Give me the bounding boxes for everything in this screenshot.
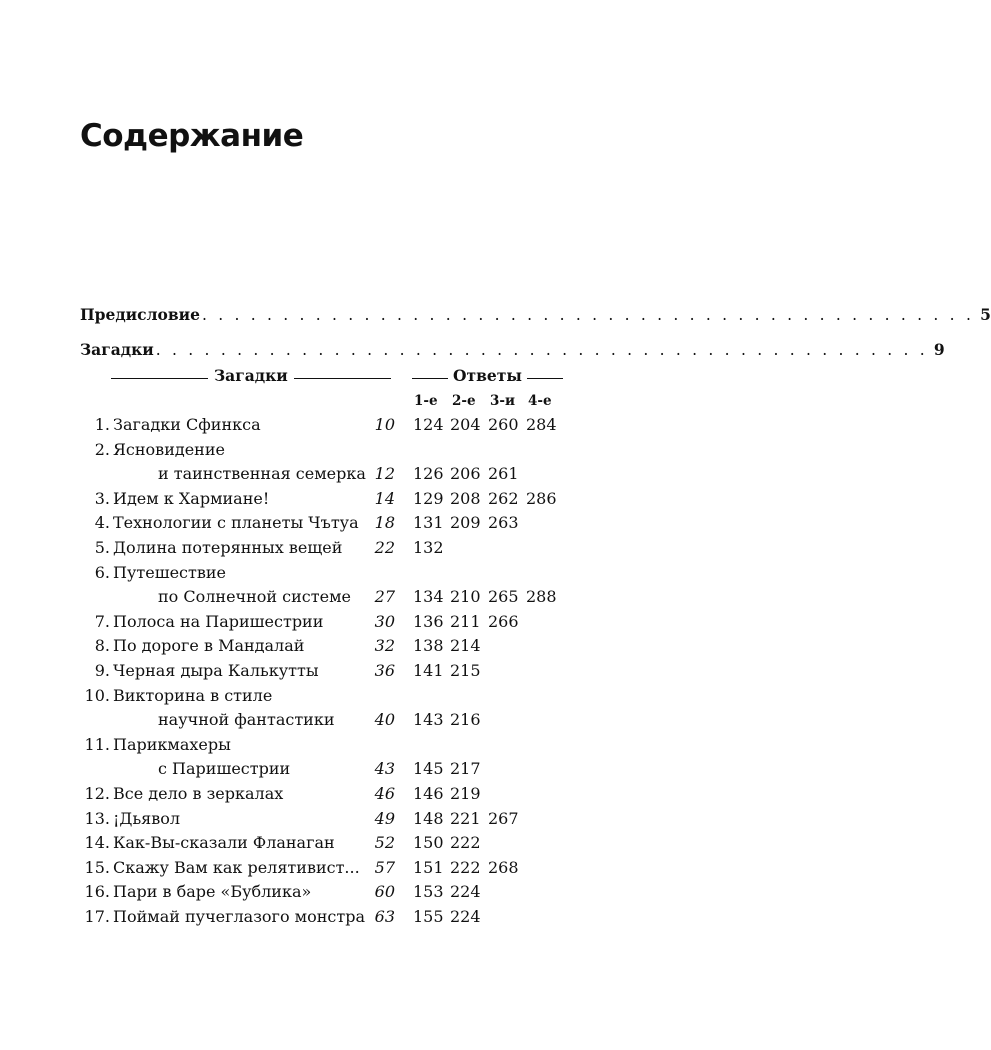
- puzzle-page: 18: [374, 513, 395, 533]
- puzzle-title: Как-Вы-сказали Фланаган: [113, 833, 335, 853]
- answer-page-1: 151: [413, 857, 444, 877]
- answer-page-1: 136: [413, 611, 444, 631]
- answer-page-2: 222: [450, 833, 481, 853]
- answer-col-3: 3-и: [490, 393, 516, 409]
- table-row[interactable]: [0, 661, 700, 685]
- puzzles-column-header: [111, 366, 391, 385]
- table-row[interactable]: [0, 563, 700, 612]
- entry-page: 5: [980, 305, 991, 324]
- answer-page-3: 267: [488, 808, 519, 828]
- answer-page-2: 206: [450, 464, 481, 484]
- answer-page-1: 141: [413, 661, 444, 680]
- table-row[interactable]: [0, 513, 700, 537]
- puzzle-number: 1.: [94, 415, 110, 434]
- answer-page-1: 129: [413, 488, 444, 508]
- entry-label: Предисловие: [80, 305, 200, 324]
- puzzle-page: 40: [374, 710, 395, 730]
- answers-column-header: [412, 366, 563, 385]
- puzzle-title: Парикмахеры: [113, 734, 231, 754]
- table-row[interactable]: [0, 489, 700, 513]
- table-row[interactable]: [0, 833, 700, 857]
- answer-page-3: 268: [488, 857, 519, 877]
- answer-page-1: 155: [413, 907, 444, 926]
- header-rule: [294, 378, 391, 379]
- puzzle-number: 13.: [84, 808, 110, 828]
- answer-page-3: 265: [488, 587, 519, 607]
- answer-page-2: 224: [450, 907, 481, 926]
- puzzle-number: 15.: [84, 857, 110, 877]
- table-row[interactable]: [0, 907, 700, 931]
- table-row[interactable]: [0, 415, 700, 439]
- puzzle-page: 12: [374, 464, 395, 484]
- puzzle-page: 36: [374, 661, 395, 680]
- answer-page-4: 284: [526, 415, 557, 434]
- table-row[interactable]: [0, 858, 700, 882]
- puzzle-title-continued: и таинственная семерка: [158, 464, 366, 484]
- answer-page-2: 208: [450, 488, 481, 508]
- answer-page-2: 209: [450, 513, 481, 533]
- table-row[interactable]: [0, 882, 700, 906]
- toc-entry-preface[interactable]: [80, 305, 991, 324]
- answer-page-2: 224: [450, 882, 481, 902]
- puzzle-number: 10.: [84, 685, 110, 705]
- answer-page-1: 131: [413, 513, 444, 533]
- puzzle-title-continued: научной фантастики: [158, 710, 335, 730]
- puzzle-title: Путешествие: [113, 562, 226, 582]
- header-rule: [527, 378, 563, 379]
- puzzle-title: Ясновидение: [113, 439, 225, 459]
- puzzle-title: По дороге в Мандалай: [113, 636, 305, 656]
- puzzle-number: 12.: [84, 784, 110, 803]
- answer-page-1: 132: [413, 538, 444, 557]
- dot-leader: . . . . . . . . . . . . . . . . . . . . . . . . . . . . . . . . . . . . . . . . . . . . . . . .: [155, 341, 928, 359]
- answer-page-3: 262: [488, 488, 519, 508]
- puzzle-page: 43: [374, 759, 395, 779]
- header-rule: [111, 378, 208, 379]
- entry-page: 9: [933, 340, 945, 359]
- table-row[interactable]: [0, 440, 700, 489]
- answer-page-1: 145: [413, 759, 444, 779]
- answer-page-2: 216: [450, 710, 481, 730]
- puzzle-title: ¡Дьявол: [113, 808, 181, 828]
- puzzle-page: 60: [374, 882, 395, 902]
- puzzle-number: 4.: [94, 513, 110, 533]
- puzzle-page: 10: [374, 415, 395, 434]
- table-row[interactable]: [0, 686, 700, 735]
- answer-page-3: 261: [488, 464, 519, 484]
- table-row[interactable]: [0, 809, 700, 833]
- puzzle-number: 7.: [94, 611, 110, 631]
- puzzle-number: 16.: [84, 882, 110, 902]
- page-title: Содержание: [80, 118, 304, 154]
- answer-page-1: 146: [413, 784, 444, 803]
- puzzle-page: 22: [374, 538, 395, 557]
- puzzle-title: Викторина в стиле: [113, 685, 273, 705]
- puzzle-number: 8.: [94, 636, 110, 656]
- header-rule: [412, 378, 448, 379]
- puzzle-title-continued: по Солнечной системе: [158, 587, 351, 607]
- answer-page-2: 204: [450, 415, 481, 434]
- puzzle-page: 32: [374, 636, 395, 656]
- answer-page-3: 260: [488, 415, 519, 434]
- answer-page-1: 124: [413, 415, 444, 434]
- puzzle-number: 17.: [84, 907, 110, 926]
- puzzle-title: Скажу Вам как релятивист...: [113, 857, 360, 877]
- puzzle-page: 52: [374, 833, 395, 853]
- answer-page-1: 126: [413, 464, 444, 484]
- answer-page-1: 143: [413, 710, 444, 730]
- puzzle-page: 49: [374, 808, 395, 828]
- toc-entry-puzzles[interactable]: [80, 340, 945, 359]
- answer-page-2: 214: [450, 636, 481, 656]
- answer-page-1: 138: [413, 636, 444, 656]
- puzzle-title: Долина потерянных вещей: [113, 538, 343, 557]
- puzzle-title: Загадки Сфинкса: [113, 415, 261, 434]
- puzzle-title-continued: с Паришестрии: [158, 759, 291, 779]
- puzzle-page: 14: [374, 488, 395, 508]
- puzzle-number: 14.: [84, 833, 110, 853]
- answer-page-3: 263: [488, 513, 519, 533]
- answer-page-1: 153: [413, 882, 444, 902]
- table-row[interactable]: [0, 784, 700, 808]
- puzzle-title: Идем к Хармиане!: [113, 488, 270, 508]
- puzzle-title: Пари в баре «Бублика»: [113, 882, 312, 902]
- table-row[interactable]: [0, 612, 700, 636]
- header-label: Ответы: [453, 366, 522, 385]
- answer-page-2: 222: [450, 857, 481, 877]
- answer-page-1: 148: [413, 808, 444, 828]
- answer-page-1: 150: [413, 833, 444, 853]
- answer-page-2: 217: [450, 759, 481, 779]
- puzzle-number: 6.: [94, 562, 110, 582]
- answer-page-3: 266: [488, 611, 519, 631]
- puzzle-page: 46: [374, 784, 395, 803]
- puzzle-number: 9.: [94, 661, 110, 680]
- answer-page-4: 286: [526, 488, 557, 508]
- answer-page-2: 215: [450, 661, 481, 680]
- puzzle-title: Все дело в зеркалах: [113, 784, 284, 803]
- answer-page-1: 134: [413, 587, 444, 607]
- puzzle-page: 57: [374, 857, 395, 877]
- answer-page-4: 288: [526, 587, 557, 607]
- table-row[interactable]: [0, 538, 700, 562]
- puzzle-title: Технологии с планеты Чътуа: [113, 513, 359, 533]
- puzzle-number: 5.: [94, 538, 110, 557]
- answer-col-4: 4-е: [528, 393, 552, 409]
- answer-page-2: 211: [450, 611, 481, 631]
- header-label: Загадки: [214, 366, 288, 385]
- table-row[interactable]: [0, 735, 700, 784]
- puzzle-title: Черная дыра Калькутты: [113, 661, 319, 680]
- answer-col-1: 1-е: [414, 393, 438, 409]
- table-row[interactable]: [0, 636, 700, 660]
- puzzle-page: 30: [374, 611, 395, 631]
- answer-page-2: 221: [450, 808, 481, 828]
- puzzle-number: 11.: [84, 734, 110, 754]
- answer-page-2: 219: [450, 784, 481, 803]
- puzzle-page: 63: [374, 907, 395, 926]
- puzzle-title: Поймай пучеглазого монстра: [113, 907, 365, 926]
- answer-col-2: 2-е: [452, 393, 476, 409]
- dot-leader: . . . . . . . . . . . . . . . . . . . . . . . . . . . . . . . . . . . . . . . . . . . . . . . .: [202, 306, 975, 324]
- entry-label: Загадки: [80, 340, 154, 359]
- answer-page-2: 210: [450, 587, 481, 607]
- puzzle-title: Полоса на Паришестрии: [113, 611, 324, 631]
- puzzle-number: 2.: [94, 439, 110, 459]
- puzzle-page: 27: [374, 587, 395, 607]
- puzzle-number: 3.: [94, 488, 110, 508]
